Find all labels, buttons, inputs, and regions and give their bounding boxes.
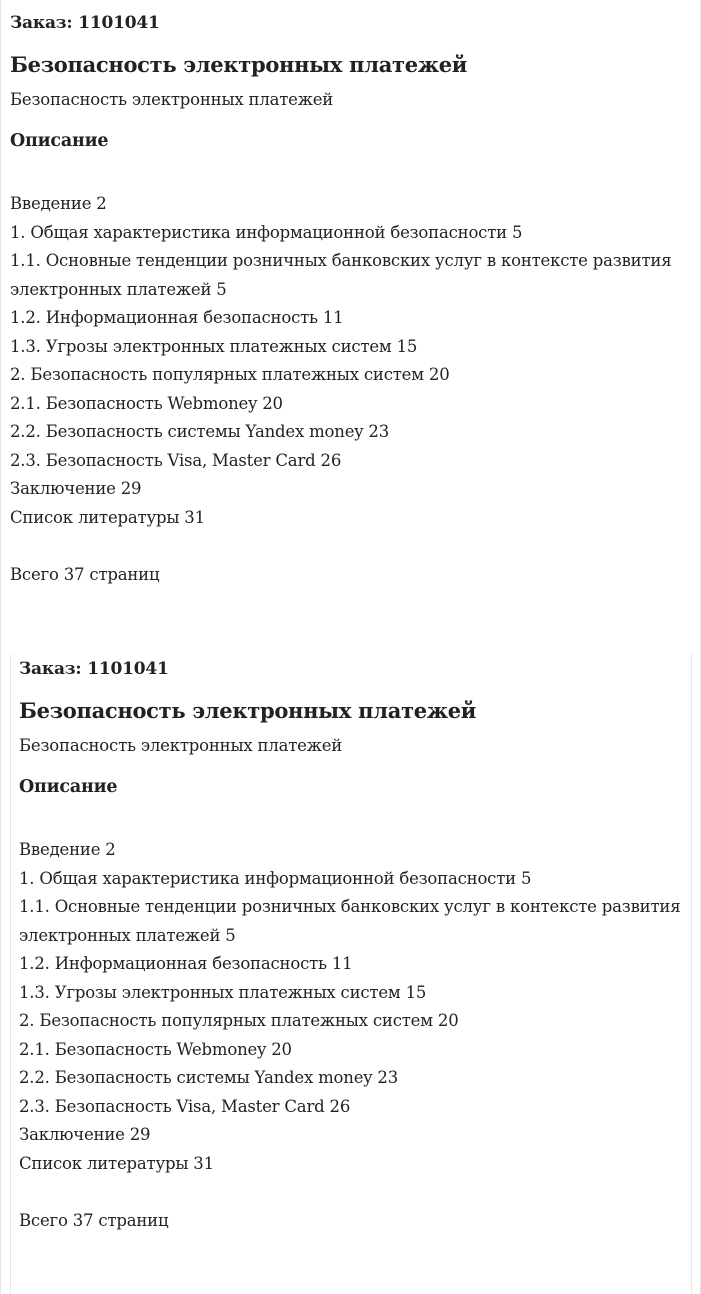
toc-item: 2.2. Безопасность системы Yandex money 23 xyxy=(19,1068,399,1087)
toc-item: 1. Общая характеристика информационной безопасности 5 xyxy=(19,868,532,888)
description-heading: Описание xyxy=(19,777,118,797)
toc-item: Заключение 29 xyxy=(10,479,142,498)
toc-item: 2.3. Безопасность Visa, Master Card 26 xyxy=(19,1096,351,1116)
description-heading: Описание xyxy=(10,131,109,151)
toc-item: 2.2. Безопасность системы Yandex money 23 xyxy=(10,422,390,441)
toc-item: 2.1. Безопасность Webmoney 20 xyxy=(10,393,283,413)
total-pages: Всего 37 страниц xyxy=(10,565,160,584)
toc-item: Заключение 29 xyxy=(19,1125,151,1144)
toc-item: 1. Общая характеристика информационной безопасности 5 xyxy=(10,222,523,242)
toc-item: 1.1. Основные тенденции розничных банковских услуг в контексте развития электронных платежей 5 xyxy=(19,897,681,945)
toc-item: 2. Безопасность популярных платежных систем 20 xyxy=(10,365,450,384)
toc-item: 1.2. Информационная безопасность 11 xyxy=(19,954,353,973)
toc-item: 1.3. Угрозы электронных платежных систем 15 xyxy=(19,982,427,1002)
document-subtitle: Безопасность электронных платежей xyxy=(10,90,334,109)
order-number: Заказ: 1101041 xyxy=(10,13,160,33)
toc-item: 1.3. Угрозы электронных платежных систем 15 xyxy=(10,336,418,356)
toc-item: 1.2. Информационная безопасность 11 xyxy=(10,308,344,327)
document-title: Безопасность электронных платежей xyxy=(19,698,477,723)
total-pages: Всего 37 страниц xyxy=(19,1211,169,1230)
order-block-2 xyxy=(10,654,692,1294)
document-title: Безопасность электронных платежей xyxy=(10,52,468,77)
toc-item: Введение 2 xyxy=(10,194,107,213)
toc-item: 2.3. Безопасность Visa, Master Card 26 xyxy=(10,450,342,470)
order-number: Заказ: 1101041 xyxy=(19,659,169,679)
toc-item: 1.1. Основные тенденции розничных банковских услуг в контексте развития электронных платежей 5 xyxy=(10,251,672,299)
table-of-contents xyxy=(19,836,689,1178)
toc-item: 2. Безопасность популярных платежных систем 20 xyxy=(19,1011,459,1030)
toc-item: Список литературы 31 xyxy=(10,507,205,527)
table-of-contents xyxy=(10,190,680,532)
document-subtitle: Безопасность электронных платежей xyxy=(19,736,343,755)
order-block-1 xyxy=(10,8,695,589)
toc-item: Список литературы 31 xyxy=(19,1153,214,1173)
toc-item: 2.1. Безопасность Webmoney 20 xyxy=(19,1039,292,1059)
toc-item: Введение 2 xyxy=(19,840,116,859)
